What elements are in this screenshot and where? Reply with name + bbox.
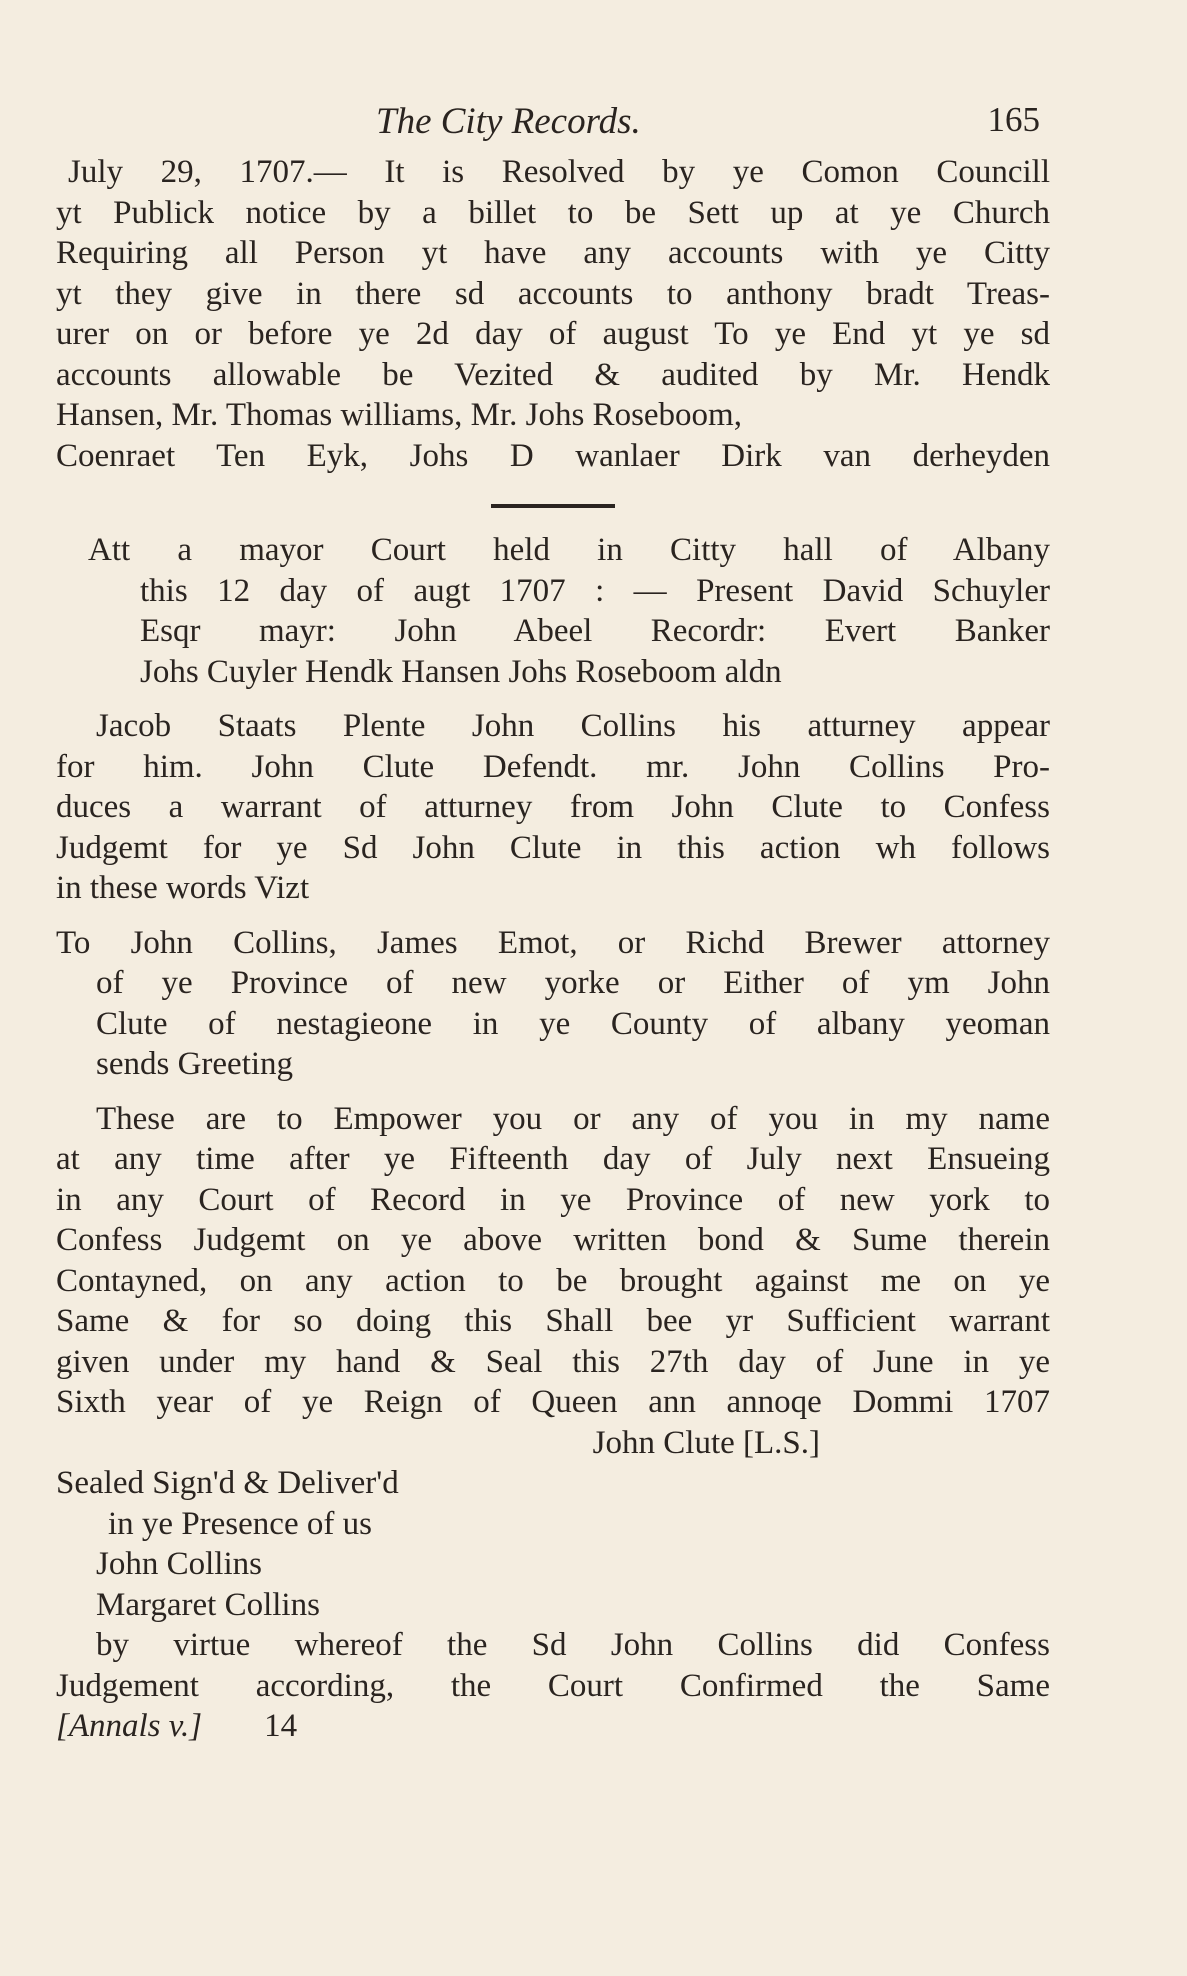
text-line: Contayned, on any action to be brought against me on ye [56, 1262, 1050, 1299]
text-line: sends Greeting [96, 1046, 294, 1082]
signature-line: John Clute [L.S.] [592, 1424, 820, 1461]
text-line: urer on or before ye 2d day of august To ye End yt ye sd [56, 316, 1050, 352]
text-line: by virtue whereof the Sd John Collins did Confess [96, 1627, 1050, 1663]
page-header [56, 92, 1050, 152]
text-line: Confess Judgemt on ye above written bond & Sume therein [56, 1222, 1050, 1258]
court-session-header [56, 530, 1050, 692]
text-line: Jacob Staats Plente John Collins his atturney appear [96, 708, 1050, 744]
text-line: yt they give in there sd accounts to anthony bradt Treas- [56, 275, 1050, 312]
text-line: Johs Cuyler Hendk Hansen Johs Roseboom aldn [140, 653, 782, 690]
text-line: at any time after ye Fifteenth day of July next Ensueing [56, 1141, 1050, 1177]
council-resolution-paragraph [56, 152, 1050, 476]
text-line: in these words Vizt [56, 870, 310, 906]
text-line: Judgemt for ye Sd John Clute in this action wh follows [56, 829, 1050, 866]
page-footer [56, 1706, 1050, 1747]
document-page [56, 92, 1050, 1747]
text-line: Requiring all Person yt have any accounts with ye Citty [56, 235, 1050, 271]
text-line: Hansen, Mr. Thomas williams, Mr. Johs Roseboom, [56, 397, 742, 433]
closing-paragraph [56, 1625, 1050, 1706]
text-line: July 29, 1707.— It is Resolved by ye Comon Councill [68, 154, 1050, 190]
text-line: in any Court of Record in ye Province of new york to [56, 1181, 1050, 1218]
case-paragraph [56, 706, 1050, 909]
text-line: this 12 day of augt 1707 : — Present David Schuyler [140, 572, 1050, 609]
section-divider [491, 504, 615, 508]
text-line: Att a mayor Court held in Citty hall of Albany [88, 532, 1050, 568]
sealed-line: Sealed Sign'd & Deliver'd [56, 1465, 399, 1501]
warrant-paragraph [56, 1099, 1050, 1423]
text-line: duces a warrant of atturney from John Clute to Confess [56, 789, 1050, 825]
text-line: given under my hand & Seal this 27th day of June in ye [56, 1343, 1050, 1380]
text-line: Coenraet Ten Eyk, Johs D wanlaer Dirk van derheyden [56, 437, 1050, 474]
gathering-number: 14 [264, 1708, 298, 1744]
witness-block [56, 1463, 1050, 1625]
text-line: of ye Province of new yorke or Either of ym John [96, 965, 1050, 1001]
signature-mark: [Annals v.] [56, 1708, 203, 1744]
witness-name: Margaret Collins [96, 1586, 320, 1623]
text-line: yt Publick notice by a billet to be Sett up at ye Church [56, 194, 1050, 231]
text-line: Same & for so doing this Shall bee yr Sufficient warrant [56, 1303, 1050, 1339]
witness-name: John Collins [96, 1546, 262, 1582]
presence-line: in ye Presence of us [108, 1505, 372, 1542]
address-paragraph [56, 923, 1050, 1085]
text-line: for him. John Clute Defendt. mr. John Collins Pro- [56, 748, 1050, 785]
text-line: Judgement according, the Court Confirmed the Same [56, 1667, 1050, 1704]
text-line: Sixth year of ye Reign of Queen ann annoqe Dommi 1707 [56, 1384, 1050, 1420]
text-line: accounts allowable be Vezited & audited by Mr. Hendk [56, 356, 1050, 393]
page-number: 165 [987, 100, 1040, 139]
text-line: Clute of nestagieone in ye County of albany yeoman [96, 1005, 1050, 1042]
text-line: To John Collins, James Emot, or Richd Brewer attorney [56, 924, 1050, 961]
running-title: The City Records. [376, 101, 641, 142]
text-line: Esqr mayr: John Abeel Recordr: Evert Banker [140, 613, 1050, 649]
text-line: These are to Empower you or any of you in my name [96, 1100, 1050, 1137]
